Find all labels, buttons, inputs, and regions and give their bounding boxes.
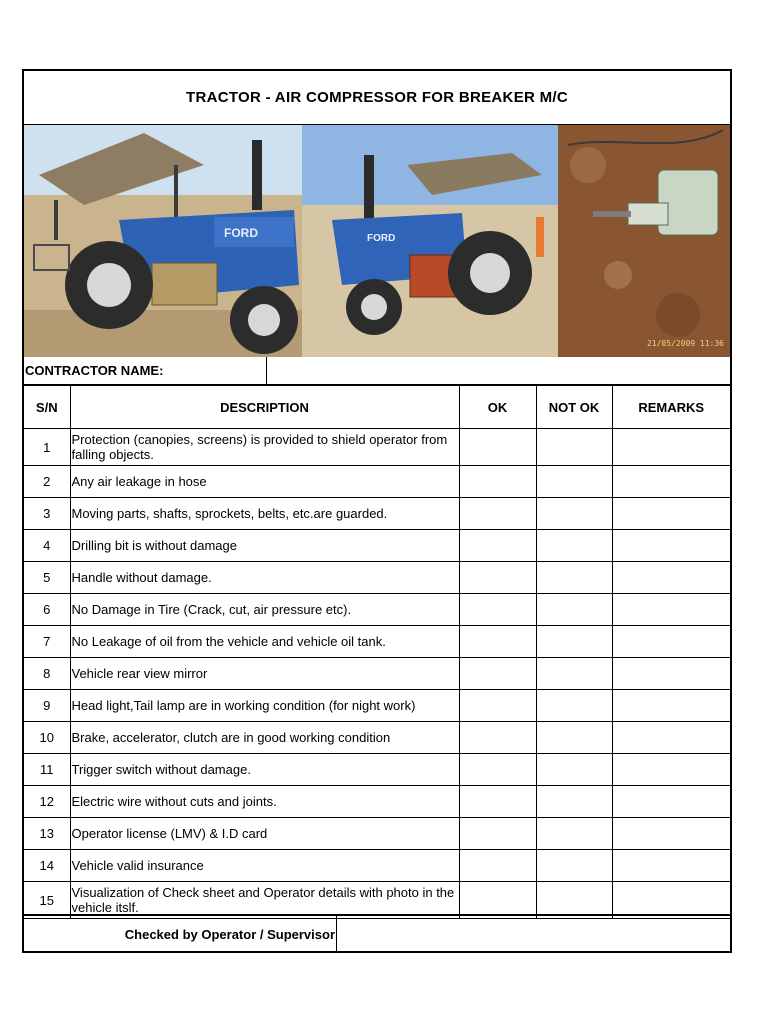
table-row: [24, 626, 730, 658]
row-not-ok-cell[interactable]: [536, 498, 612, 530]
row-description: Moving parts, shafts, sprockets, belts, etc.are guarded.: [70, 498, 459, 530]
row-remarks-cell[interactable]: [612, 850, 730, 882]
row-not-ok-cell[interactable]: [536, 786, 612, 818]
row-sn: 6: [24, 594, 70, 626]
row-sn: 4: [24, 530, 70, 562]
table-row: [24, 594, 730, 626]
row-description: Brake, accelerator, clutch are in good working condition: [70, 722, 459, 754]
row-remarks-cell[interactable]: [612, 498, 730, 530]
row-ok-cell[interactable]: [459, 658, 536, 690]
row-description: Electric wire without cuts and joints.: [70, 786, 459, 818]
row-not-ok-cell[interactable]: [536, 594, 612, 626]
table-row: [24, 658, 730, 690]
row-ok-cell[interactable]: [459, 818, 536, 850]
signature-row: [24, 914, 730, 953]
row-remarks-cell[interactable]: [612, 882, 730, 919]
table-row: [24, 498, 730, 530]
row-sn: 7: [24, 626, 70, 658]
row-sn: 1: [24, 429, 70, 466]
row-sn: 2: [24, 466, 70, 498]
row-description: Operator license (LMV) & I.D card: [70, 818, 459, 850]
contractor-name-field[interactable]: [267, 357, 730, 384]
checklist-sheet: [22, 69, 732, 953]
table-row: [24, 429, 730, 466]
row-remarks-cell[interactable]: [612, 818, 730, 850]
table-row: [24, 530, 730, 562]
row-sn: 11: [24, 754, 70, 786]
row-ok-cell[interactable]: [459, 722, 536, 754]
checklist-table: [24, 385, 730, 919]
row-ok-cell[interactable]: [459, 754, 536, 786]
row-remarks-cell[interactable]: [612, 594, 730, 626]
row-remarks-cell[interactable]: [612, 786, 730, 818]
row-description: Any air leakage in hose: [70, 466, 459, 498]
row-ok-cell[interactable]: [459, 466, 536, 498]
header-description: DESCRIPTION: [70, 386, 459, 429]
tractor-brand-label: FORD: [224, 226, 258, 240]
table-row: [24, 754, 730, 786]
row-not-ok-cell[interactable]: [536, 818, 612, 850]
row-not-ok-cell[interactable]: [536, 754, 612, 786]
row-not-ok-cell[interactable]: [536, 562, 612, 594]
row-not-ok-cell[interactable]: [536, 850, 612, 882]
row-sn: 10: [24, 722, 70, 754]
row-not-ok-cell[interactable]: [536, 658, 612, 690]
row-description: Handle without damage.: [70, 562, 459, 594]
table-row: [24, 882, 730, 919]
row-remarks-cell[interactable]: [612, 658, 730, 690]
row-sn: 12: [24, 786, 70, 818]
row-not-ok-cell[interactable]: [536, 690, 612, 722]
row-ok-cell[interactable]: [459, 498, 536, 530]
row-ok-cell[interactable]: [459, 626, 536, 658]
table-row: [24, 562, 730, 594]
tractor-photo-center: [302, 125, 558, 357]
header-not-ok: NOT OK: [536, 386, 612, 429]
row-description: Vehicle rear view mirror: [70, 658, 459, 690]
row-sn: 13: [24, 818, 70, 850]
breaker-tool-photo: [558, 125, 730, 357]
row-sn: 8: [24, 658, 70, 690]
row-ok-cell[interactable]: [459, 429, 536, 466]
row-remarks-cell[interactable]: [612, 626, 730, 658]
row-remarks-cell[interactable]: [612, 754, 730, 786]
table-row: [24, 466, 730, 498]
signature-field[interactable]: [337, 916, 730, 953]
contractor-name-label: CONTRACTOR NAME:: [24, 357, 267, 384]
row-description: Trigger switch without damage.: [70, 754, 459, 786]
page-title: TRACTOR - AIR COMPRESSOR FOR BREAKER M/C: [24, 71, 730, 125]
row-not-ok-cell[interactable]: [536, 429, 612, 466]
table-row: [24, 818, 730, 850]
header-ok: OK: [459, 386, 536, 429]
checked-by-label: Checked by Operator / Supervisor: [24, 916, 337, 953]
row-sn: 9: [24, 690, 70, 722]
row-description: Head light,Tail lamp are in working condition (for night work): [70, 690, 459, 722]
row-remarks-cell[interactable]: [612, 429, 730, 466]
table-row: [24, 786, 730, 818]
row-ok-cell[interactable]: [459, 850, 536, 882]
table-row: [24, 690, 730, 722]
row-remarks-cell[interactable]: [612, 530, 730, 562]
tractor-photo-left: [24, 125, 302, 357]
row-description: Drilling bit is without damage: [70, 530, 459, 562]
table-row: [24, 850, 730, 882]
table-row: [24, 722, 730, 754]
row-not-ok-cell[interactable]: [536, 466, 612, 498]
row-not-ok-cell[interactable]: [536, 882, 612, 919]
row-description: Protection (canopies, screens) is provided to shield operator from falling objects.: [70, 429, 459, 466]
row-remarks-cell[interactable]: [612, 562, 730, 594]
row-not-ok-cell[interactable]: [536, 530, 612, 562]
row-description: No Damage in Tire (Crack, cut, air pressure etc).: [70, 594, 459, 626]
row-remarks-cell[interactable]: [612, 466, 730, 498]
table-header-row: [24, 386, 730, 429]
date-stamp: 21/05/2009 11:36: [646, 339, 724, 348]
row-sn: 5: [24, 562, 70, 594]
row-sn: 15: [24, 882, 70, 919]
row-ok-cell[interactable]: [459, 882, 536, 919]
photo-strip: [24, 125, 730, 357]
row-not-ok-cell[interactable]: [536, 722, 612, 754]
row-ok-cell[interactable]: [459, 786, 536, 818]
header-sn: S/N: [24, 386, 70, 429]
row-remarks-cell[interactable]: [612, 690, 730, 722]
row-ok-cell[interactable]: [459, 562, 536, 594]
row-description: Visualization of Check sheet and Operator details with photo in the vehicle itslf.: [70, 882, 459, 919]
row-description: No Leakage of oil from the vehicle and vehicle oil tank.: [70, 626, 459, 658]
row-not-ok-cell[interactable]: [536, 626, 612, 658]
row-sn: 3: [24, 498, 70, 530]
row-ok-cell[interactable]: [459, 690, 536, 722]
row-description: Vehicle valid insurance: [70, 850, 459, 882]
contractor-row: [24, 357, 730, 385]
row-ok-cell[interactable]: [459, 594, 536, 626]
row-sn: 14: [24, 850, 70, 882]
header-remarks: REMARKS: [612, 386, 730, 429]
row-remarks-cell[interactable]: [612, 722, 730, 754]
row-ok-cell[interactable]: [459, 530, 536, 562]
compressor-brand-label: FORD: [367, 233, 396, 244]
